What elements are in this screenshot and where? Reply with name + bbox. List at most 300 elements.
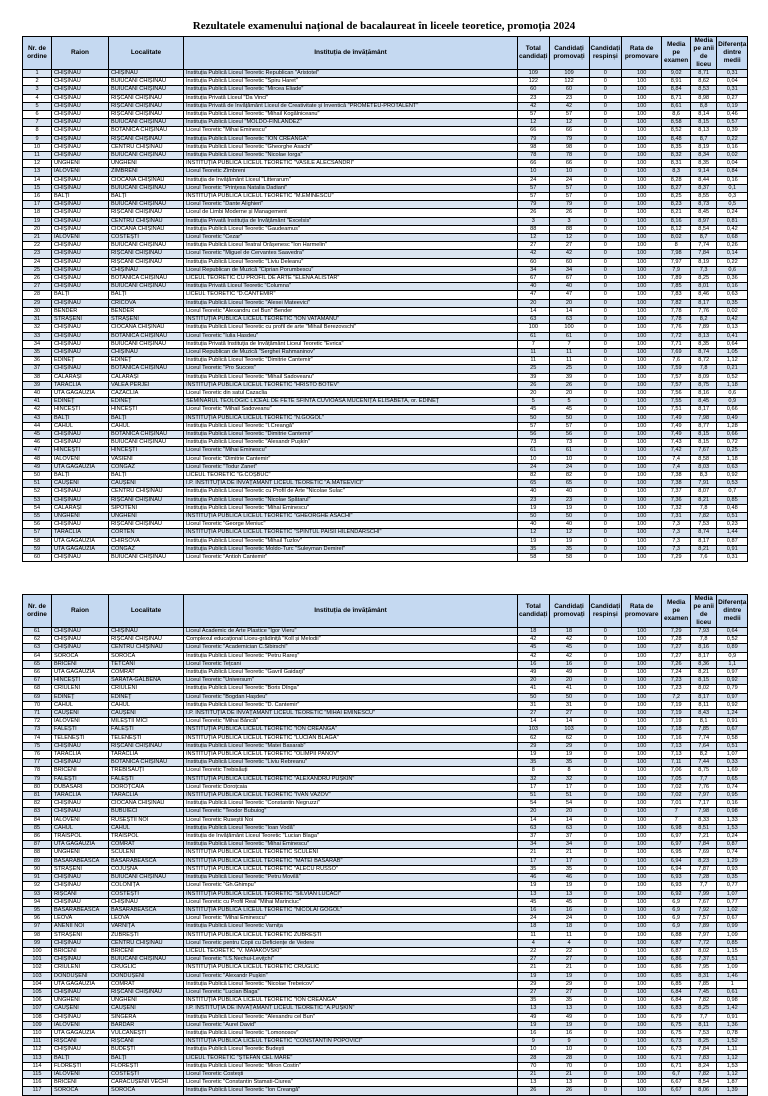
rejected-cell: 0 bbox=[589, 463, 622, 471]
district-cell: BĂLȚI bbox=[52, 471, 109, 479]
order-cell: 45 bbox=[23, 430, 52, 438]
rejected-cell: 0 bbox=[589, 447, 622, 455]
district-cell: BĂLȚI bbox=[52, 291, 109, 299]
promoted-cell: 27 bbox=[549, 710, 589, 718]
exam-avg-cell: 6,84 bbox=[662, 988, 691, 996]
locality-cell: HÎNCEȘTI bbox=[109, 406, 184, 414]
table-body-part-1 bbox=[23, 70, 748, 562]
order-cell: 4 bbox=[23, 94, 52, 102]
total-cell: 50 bbox=[518, 512, 550, 520]
institution-cell: I.P. INSTITUȚIA DE ÎNVĂȚĂMÂNT LICEUL TEORETIC "A.PUȘKIN" bbox=[184, 1005, 518, 1013]
promoted-cell: 70 bbox=[549, 1062, 589, 1070]
rejected-cell: 0 bbox=[589, 1021, 622, 1029]
table-row bbox=[23, 299, 748, 307]
order-cell: 101 bbox=[23, 956, 52, 964]
exam-avg-cell: 7,43 bbox=[662, 439, 691, 447]
locality-cell: COLONIȚA bbox=[109, 882, 184, 890]
pass-rate-cell: 100 bbox=[622, 471, 662, 479]
promoted-cell: 16 bbox=[549, 1029, 589, 1037]
order-cell: 46 bbox=[23, 439, 52, 447]
locality-cell: BOTANICA CHIȘINĂU bbox=[109, 127, 184, 135]
school-avg-cell: 8,13 bbox=[691, 127, 717, 135]
promoted-cell: 11 bbox=[549, 357, 589, 365]
difference-cell: 0,16 bbox=[717, 283, 748, 291]
school-avg-cell: 7,69 bbox=[691, 849, 717, 857]
promoted-cell: 40 bbox=[549, 521, 589, 529]
locality-cell: BASARABEASCA bbox=[109, 857, 184, 865]
pass-rate-cell: 100 bbox=[622, 422, 662, 430]
total-cell: 29 bbox=[518, 742, 550, 750]
table-row bbox=[23, 980, 748, 988]
institution-cell: Instituția Publică Liceul Teoretic "Alexei Mateevici" bbox=[184, 299, 518, 307]
exam-avg-cell: 7,06 bbox=[662, 767, 691, 775]
order-cell: 53 bbox=[23, 496, 52, 504]
pass-rate-cell: 100 bbox=[622, 373, 662, 381]
rejected-cell: 0 bbox=[589, 266, 622, 274]
order-cell: 94 bbox=[23, 898, 52, 906]
district-cell: UNGHENI bbox=[52, 160, 109, 168]
pass-rate-cell: 100 bbox=[622, 734, 662, 742]
district-cell: CHIȘINĂU bbox=[52, 250, 109, 258]
difference-cell: 0,16 bbox=[717, 143, 748, 151]
exam-avg-cell: 6,71 bbox=[662, 1062, 691, 1070]
pass-rate-cell: 100 bbox=[622, 710, 662, 718]
school-avg-cell: 7,84 bbox=[691, 841, 717, 849]
difference-cell: 0,64 bbox=[717, 340, 748, 348]
order-cell: 22 bbox=[23, 242, 52, 250]
promoted-cell: 9 bbox=[549, 1038, 589, 1046]
total-cell: 65 bbox=[518, 480, 550, 488]
institution-cell: Liceul Teoretic "Iulia Hasdeu" bbox=[184, 332, 518, 340]
rejected-cell: 0 bbox=[589, 701, 622, 709]
locality-cell: CENTRU CHIȘINĂU bbox=[109, 143, 184, 151]
pass-rate-cell: 100 bbox=[622, 398, 662, 406]
difference-cell: 0,04 bbox=[717, 78, 748, 86]
table-row bbox=[23, 923, 748, 931]
difference-cell: 0,66 bbox=[717, 430, 748, 438]
total-cell: 13 bbox=[518, 890, 550, 898]
promoted-cell: 12 bbox=[549, 234, 589, 242]
rejected-cell: 0 bbox=[589, 898, 622, 906]
promoted-cell: 61 bbox=[549, 447, 589, 455]
rejected-cell: 0 bbox=[589, 275, 622, 283]
locality-cell: BRICENI bbox=[109, 947, 184, 955]
table-row bbox=[23, 849, 748, 857]
col-header-district: Raion bbox=[52, 37, 109, 70]
school-avg-cell: 8,17 bbox=[691, 406, 717, 414]
institution-cell: Instituția Publică Liceul Teoretic cu profil de arte "Mihail Berezovschi" bbox=[184, 324, 518, 332]
locality-cell: BUIUCANI CHIȘINĂU bbox=[109, 956, 184, 964]
school-avg-cell: 7,82 bbox=[691, 1070, 717, 1078]
table-row bbox=[23, 332, 748, 340]
total-cell: 19 bbox=[518, 972, 550, 980]
rejected-cell: 0 bbox=[589, 398, 622, 406]
district-cell: CHIȘINĂU bbox=[52, 808, 109, 816]
district-cell: CHIȘINĂU bbox=[52, 102, 109, 110]
promoted-cell: 54 bbox=[549, 800, 589, 808]
institution-cell: Liceul Teoretic "Teodor Bubuiog" bbox=[184, 808, 518, 816]
promoted-cell: 14 bbox=[549, 816, 589, 824]
pass-rate-cell: 100 bbox=[622, 1046, 662, 1054]
exam-avg-cell: 7,32 bbox=[662, 504, 691, 512]
district-cell: CHIȘINĂU bbox=[52, 488, 109, 496]
locality-cell: RÎȘCANI CHIȘINĂU bbox=[109, 521, 184, 529]
school-avg-cell: 7,72 bbox=[691, 939, 717, 947]
order-cell: 66 bbox=[23, 669, 52, 677]
institution-cell: Instituția Publică Liceul Teoretic cu Profil de Arte "Nicolae Sulac" bbox=[184, 488, 518, 496]
difference-cell: 0,02 bbox=[717, 152, 748, 160]
table-row bbox=[23, 225, 748, 233]
difference-cell: 0,52 bbox=[717, 373, 748, 381]
pass-rate-cell: 100 bbox=[622, 102, 662, 110]
promoted-cell: 32 bbox=[549, 775, 589, 783]
order-cell: 17 bbox=[23, 201, 52, 209]
promoted-cell: 12 bbox=[549, 529, 589, 537]
total-cell: 14 bbox=[518, 718, 550, 726]
difference-cell: 0,24 bbox=[717, 209, 748, 217]
promoted-cell: 19 bbox=[549, 1021, 589, 1029]
promoted-cell: 14 bbox=[549, 718, 589, 726]
institution-cell: Liceul Teoretic "Mihai Eminescu" bbox=[184, 915, 518, 923]
table-row bbox=[23, 184, 748, 192]
total-cell: 56 bbox=[518, 430, 550, 438]
table-header-row bbox=[23, 37, 748, 70]
school-avg-cell: 8,17 bbox=[691, 537, 717, 545]
institution-cell: Instituția Publică Liceul Teoretic "Matei Basarab" bbox=[184, 742, 518, 750]
school-avg-cell: 7,99 bbox=[691, 890, 717, 898]
locality-cell: CAHUL bbox=[109, 824, 184, 832]
school-avg-cell: 8,3 bbox=[691, 471, 717, 479]
exam-avg-cell: 7,3 bbox=[662, 529, 691, 537]
pass-rate-cell: 100 bbox=[622, 1054, 662, 1062]
rejected-cell: 0 bbox=[589, 193, 622, 201]
pass-rate-cell: 100 bbox=[622, 816, 662, 824]
exam-avg-cell: 7,27 bbox=[662, 652, 691, 660]
order-cell: 99 bbox=[23, 939, 52, 947]
promoted-cell: 13 bbox=[549, 1005, 589, 1013]
rejected-cell: 0 bbox=[589, 291, 622, 299]
institution-cell: Instituția Publică Liceul Teoretic "Nicolae Spătarul" bbox=[184, 496, 518, 504]
table-row bbox=[23, 644, 748, 652]
exam-avg-cell: 8,52 bbox=[662, 127, 691, 135]
locality-cell: BĂLȚI bbox=[109, 193, 184, 201]
pass-rate-cell: 100 bbox=[622, 1029, 662, 1037]
school-avg-cell: 8,72 bbox=[691, 357, 717, 365]
school-avg-cell: 7,98 bbox=[691, 414, 717, 422]
difference-cell: 0,36 bbox=[717, 275, 748, 283]
difference-cell: 0,9 bbox=[717, 652, 748, 660]
exam-avg-cell: 8,02 bbox=[662, 234, 691, 242]
promoted-cell: 20 bbox=[549, 389, 589, 397]
institution-cell: Liceul Teoretic "Mihail Sadoveanu" bbox=[184, 406, 518, 414]
order-cell: 117 bbox=[23, 1087, 52, 1095]
district-cell: CHIȘINĂU bbox=[52, 628, 109, 636]
exam-avg-cell: 8,16 bbox=[662, 217, 691, 225]
school-avg-cell: 8,06 bbox=[691, 1087, 717, 1095]
exam-avg-cell: 7,83 bbox=[662, 291, 691, 299]
institution-cell: Instituția Publică Liceul Teoretic "Alexandru cel Bun" bbox=[184, 1013, 518, 1021]
school-avg-cell: 7,7 bbox=[691, 882, 717, 890]
pass-rate-cell: 100 bbox=[622, 447, 662, 455]
table-row bbox=[23, 734, 748, 742]
institution-cell: Liceul Teoretic "Cezar" bbox=[184, 234, 518, 242]
table-row bbox=[23, 234, 748, 242]
pass-rate-cell: 100 bbox=[622, 439, 662, 447]
rejected-cell: 0 bbox=[589, 545, 622, 553]
order-cell: 55 bbox=[23, 512, 52, 520]
pass-rate-cell: 100 bbox=[622, 1021, 662, 1029]
institution-cell: Instituția Publică Liceul Teoretic "Liviu Deleanu" bbox=[184, 258, 518, 266]
school-avg-cell: 8,54 bbox=[691, 1079, 717, 1087]
order-cell: 39 bbox=[23, 381, 52, 389]
promoted-cell: 60 bbox=[549, 258, 589, 266]
exam-avg-cell: 6,73 bbox=[662, 1046, 691, 1054]
exam-avg-cell: 7,19 bbox=[662, 701, 691, 709]
promoted-cell: 42 bbox=[549, 250, 589, 258]
rejected-cell: 0 bbox=[589, 168, 622, 176]
school-avg-cell: 8,75 bbox=[691, 381, 717, 389]
pass-rate-cell: 100 bbox=[622, 800, 662, 808]
district-cell: BRICENI bbox=[52, 767, 109, 775]
exam-avg-cell: 7,97 bbox=[662, 258, 691, 266]
district-cell: UTA GĂGĂUZIA bbox=[52, 980, 109, 988]
order-cell: 92 bbox=[23, 882, 52, 890]
difference-cell: 0,13 bbox=[717, 324, 748, 332]
promoted-cell: 10 bbox=[549, 168, 589, 176]
school-avg-cell: 7,83 bbox=[691, 1054, 717, 1062]
pass-rate-cell: 100 bbox=[622, 652, 662, 660]
institution-cell: Complexul educațional Liceu-grădiniță "Koll și Melodii" bbox=[184, 636, 518, 644]
difference-cell: 0,99 bbox=[717, 923, 748, 931]
promoted-cell: 61 bbox=[549, 332, 589, 340]
order-cell: 58 bbox=[23, 537, 52, 545]
institution-cell: Instituția Publică Liceul "MOLDO-FINLANDEZ" bbox=[184, 119, 518, 127]
institution-cell: Instituția Publică Liceul Teoretic Budești bbox=[184, 1046, 518, 1054]
difference-cell: 0,48 bbox=[717, 504, 748, 512]
district-cell: BENDER bbox=[52, 307, 109, 315]
district-cell: FĂLEȘTI bbox=[52, 775, 109, 783]
order-cell: 108 bbox=[23, 1013, 52, 1021]
order-cell: 89 bbox=[23, 857, 52, 865]
order-cell: 106 bbox=[23, 997, 52, 1005]
total-cell: 122 bbox=[518, 78, 550, 86]
promoted-cell: 34 bbox=[549, 266, 589, 274]
school-avg-cell: 8,15 bbox=[691, 430, 717, 438]
pass-rate-cell: 100 bbox=[622, 455, 662, 463]
school-avg-cell: 8,25 bbox=[691, 275, 717, 283]
rejected-cell: 0 bbox=[589, 800, 622, 808]
district-cell: UTA GĂGĂUZIA bbox=[52, 1029, 109, 1037]
rejected-cell: 0 bbox=[589, 693, 622, 701]
school-avg-cell: 7,45 bbox=[691, 988, 717, 996]
total-cell: 42 bbox=[518, 652, 550, 660]
institution-cell: Liceul Teoretic "Bogdan Hașdeu" bbox=[184, 693, 518, 701]
total-cell: 35 bbox=[518, 865, 550, 873]
promoted-cell: 49 bbox=[549, 669, 589, 677]
difference-cell: 1,12 bbox=[717, 1070, 748, 1078]
district-cell: CAHUL bbox=[52, 422, 109, 430]
rejected-cell: 0 bbox=[589, 324, 622, 332]
locality-cell: SIPOTENI bbox=[109, 504, 184, 512]
exam-avg-cell: 8,28 bbox=[662, 176, 691, 184]
total-cell: 21 bbox=[518, 964, 550, 972]
difference-cell: 0,58 bbox=[717, 734, 748, 742]
school-avg-cell: 7,67 bbox=[691, 447, 717, 455]
school-avg-cell: 8,01 bbox=[691, 283, 717, 291]
table-row bbox=[23, 480, 748, 488]
school-avg-cell: 8,19 bbox=[691, 258, 717, 266]
school-avg-cell: 8,14 bbox=[691, 111, 717, 119]
rejected-cell: 0 bbox=[589, 135, 622, 143]
locality-cell: CRICOVA bbox=[109, 299, 184, 307]
rejected-cell: 0 bbox=[589, 348, 622, 356]
col-header-district: Raion bbox=[52, 595, 109, 628]
locality-cell: RÎȘCANI CHIȘINĂU bbox=[109, 94, 184, 102]
district-cell: TARACLIA bbox=[52, 381, 109, 389]
rejected-cell: 0 bbox=[589, 677, 622, 685]
difference-cell: 0,22 bbox=[717, 258, 748, 266]
promoted-cell: 29 bbox=[549, 980, 589, 988]
pass-rate-cell: 100 bbox=[622, 209, 662, 217]
order-cell: 86 bbox=[23, 833, 52, 841]
total-cell: 13 bbox=[518, 1005, 550, 1013]
school-avg-cell: 8,16 bbox=[691, 389, 717, 397]
difference-cell: 1,53 bbox=[717, 1062, 748, 1070]
total-cell: 20 bbox=[518, 389, 550, 397]
exam-avg-cell: 6,95 bbox=[662, 849, 691, 857]
promoted-cell: 39 bbox=[549, 373, 589, 381]
locality-cell: TARACLIA bbox=[109, 751, 184, 759]
district-cell: CHIȘINĂU bbox=[52, 348, 109, 356]
school-avg-cell: 8,71 bbox=[691, 70, 717, 78]
exam-avg-cell: 8,6 bbox=[662, 111, 691, 119]
table-row bbox=[23, 824, 748, 832]
difference-cell: 0,19 bbox=[717, 102, 748, 110]
order-cell: 28 bbox=[23, 291, 52, 299]
promoted-cell: 35 bbox=[549, 545, 589, 553]
pass-rate-cell: 100 bbox=[622, 1005, 662, 1013]
school-avg-cell: 8,15 bbox=[691, 119, 717, 127]
locality-cell: BOTANICA CHIȘINĂU bbox=[109, 365, 184, 373]
total-cell: 88 bbox=[518, 225, 550, 233]
table-row bbox=[23, 988, 748, 996]
district-cell: CHIȘINĂU bbox=[52, 874, 109, 882]
order-cell: 103 bbox=[23, 972, 52, 980]
rejected-cell: 0 bbox=[589, 439, 622, 447]
order-cell: 42 bbox=[23, 406, 52, 414]
school-avg-cell: 7,82 bbox=[691, 997, 717, 1005]
school-avg-cell: 7,74 bbox=[691, 242, 717, 250]
pass-rate-cell: 100 bbox=[622, 332, 662, 340]
locality-cell: EDINEȚ bbox=[109, 398, 184, 406]
institution-cell: LICEUL TEORETIC "G.COȘBUC" bbox=[184, 471, 518, 479]
rejected-cell: 0 bbox=[589, 865, 622, 873]
school-avg-cell: 7,91 bbox=[691, 480, 717, 488]
pass-rate-cell: 100 bbox=[622, 225, 662, 233]
locality-cell: RÎȘCANI CHIȘINĂU bbox=[109, 102, 184, 110]
pass-rate-cell: 100 bbox=[622, 931, 662, 939]
col-header-order: Nr. de ordine bbox=[23, 37, 52, 70]
total-cell: 12 bbox=[518, 119, 550, 127]
institution-cell: INSTITUȚIA PUBLICĂ LICEUL TEORETIC "VASILE ALECSANDRI" bbox=[184, 160, 518, 168]
order-cell: 73 bbox=[23, 726, 52, 734]
district-cell: IALOVENI bbox=[52, 816, 109, 824]
difference-cell: 0,98 bbox=[717, 997, 748, 1005]
school-avg-cell: 8,2 bbox=[691, 316, 717, 324]
exam-avg-cell: 7,9 bbox=[662, 266, 691, 274]
col-header-order: Nr. de ordine bbox=[23, 595, 52, 628]
promoted-cell: 23 bbox=[549, 94, 589, 102]
institution-cell: Instituția Publică Liceul Teoretic Republican "Aristotel" bbox=[184, 70, 518, 78]
locality-cell: CENTRU CHIȘINĂU bbox=[109, 217, 184, 225]
promoted-cell: 27 bbox=[549, 988, 589, 996]
exam-avg-cell: 7 bbox=[662, 808, 691, 816]
institution-cell: Instituția Privată Instituția de Învățământ Liceul Teoretic "Evrica" bbox=[184, 340, 518, 348]
rejected-cell: 0 bbox=[589, 751, 622, 759]
difference-cell: 1,39 bbox=[717, 1087, 748, 1095]
school-avg-cell: 8,1 bbox=[691, 718, 717, 726]
institution-cell: INSTITUȚIA PUBLICĂ LICEUL TEORETIC "N.GOGOL" bbox=[184, 414, 518, 422]
difference-cell: 0,7 bbox=[717, 488, 748, 496]
pass-rate-cell: 100 bbox=[622, 86, 662, 94]
promoted-cell: 21 bbox=[549, 964, 589, 972]
total-cell: 78 bbox=[518, 152, 550, 160]
total-cell: 11 bbox=[518, 931, 550, 939]
order-cell: 32 bbox=[23, 324, 52, 332]
school-avg-cell: 7,84 bbox=[691, 1046, 717, 1054]
locality-cell: BOTANICA CHIȘINĂU bbox=[109, 275, 184, 283]
total-cell: 41 bbox=[518, 685, 550, 693]
total-cell: 61 bbox=[518, 447, 550, 455]
school-avg-cell: 8,73 bbox=[691, 201, 717, 209]
table-row bbox=[23, 906, 748, 914]
rejected-cell: 0 bbox=[589, 102, 622, 110]
total-cell: 34 bbox=[518, 266, 550, 274]
district-cell: CHIȘINĂU bbox=[52, 365, 109, 373]
promoted-cell: 40 bbox=[549, 488, 589, 496]
locality-cell: BUIUCANI CHIȘINĂU bbox=[109, 553, 184, 561]
rejected-cell: 0 bbox=[589, 480, 622, 488]
locality-cell: CHIȘINĂU bbox=[109, 70, 184, 78]
pass-rate-cell: 100 bbox=[622, 972, 662, 980]
locality-cell: COMRAT bbox=[109, 980, 184, 988]
total-cell: 49 bbox=[518, 669, 550, 677]
school-avg-cell: 7,92 bbox=[691, 906, 717, 914]
exam-avg-cell: 7,78 bbox=[662, 307, 691, 315]
pass-rate-cell: 100 bbox=[622, 890, 662, 898]
school-avg-cell: 8,58 bbox=[691, 455, 717, 463]
order-cell: 11 bbox=[23, 152, 52, 160]
total-cell: 24 bbox=[518, 176, 550, 184]
exam-avg-cell: 8,35 bbox=[662, 143, 691, 151]
order-cell: 63 bbox=[23, 644, 52, 652]
promoted-cell: 45 bbox=[549, 898, 589, 906]
difference-cell: 0,51 bbox=[717, 956, 748, 964]
pass-rate-cell: 100 bbox=[622, 496, 662, 504]
promoted-cell: 57 bbox=[549, 184, 589, 192]
institution-cell: I.P. INSTITUȚIA DE ÎNVĂȚĂMÂNT LICEUL TEORETIC "MIHAI EMINESCU" bbox=[184, 710, 518, 718]
pass-rate-cell: 100 bbox=[622, 792, 662, 800]
order-cell: 113 bbox=[23, 1054, 52, 1062]
district-cell: HÎNCEȘTI bbox=[52, 406, 109, 414]
table-row bbox=[23, 545, 748, 553]
locality-cell: CONGAZ bbox=[109, 463, 184, 471]
locality-cell: BUIUCANI CHIȘINĂU bbox=[109, 242, 184, 250]
exam-avg-cell: 7,05 bbox=[662, 775, 691, 783]
institution-cell: Liceul Teoretic cu Profil Real "Mihai Marinciuc" bbox=[184, 898, 518, 906]
difference-cell: 1,1 bbox=[717, 660, 748, 668]
institution-cell: Liceul Teoretic "Todur Zanet" bbox=[184, 463, 518, 471]
